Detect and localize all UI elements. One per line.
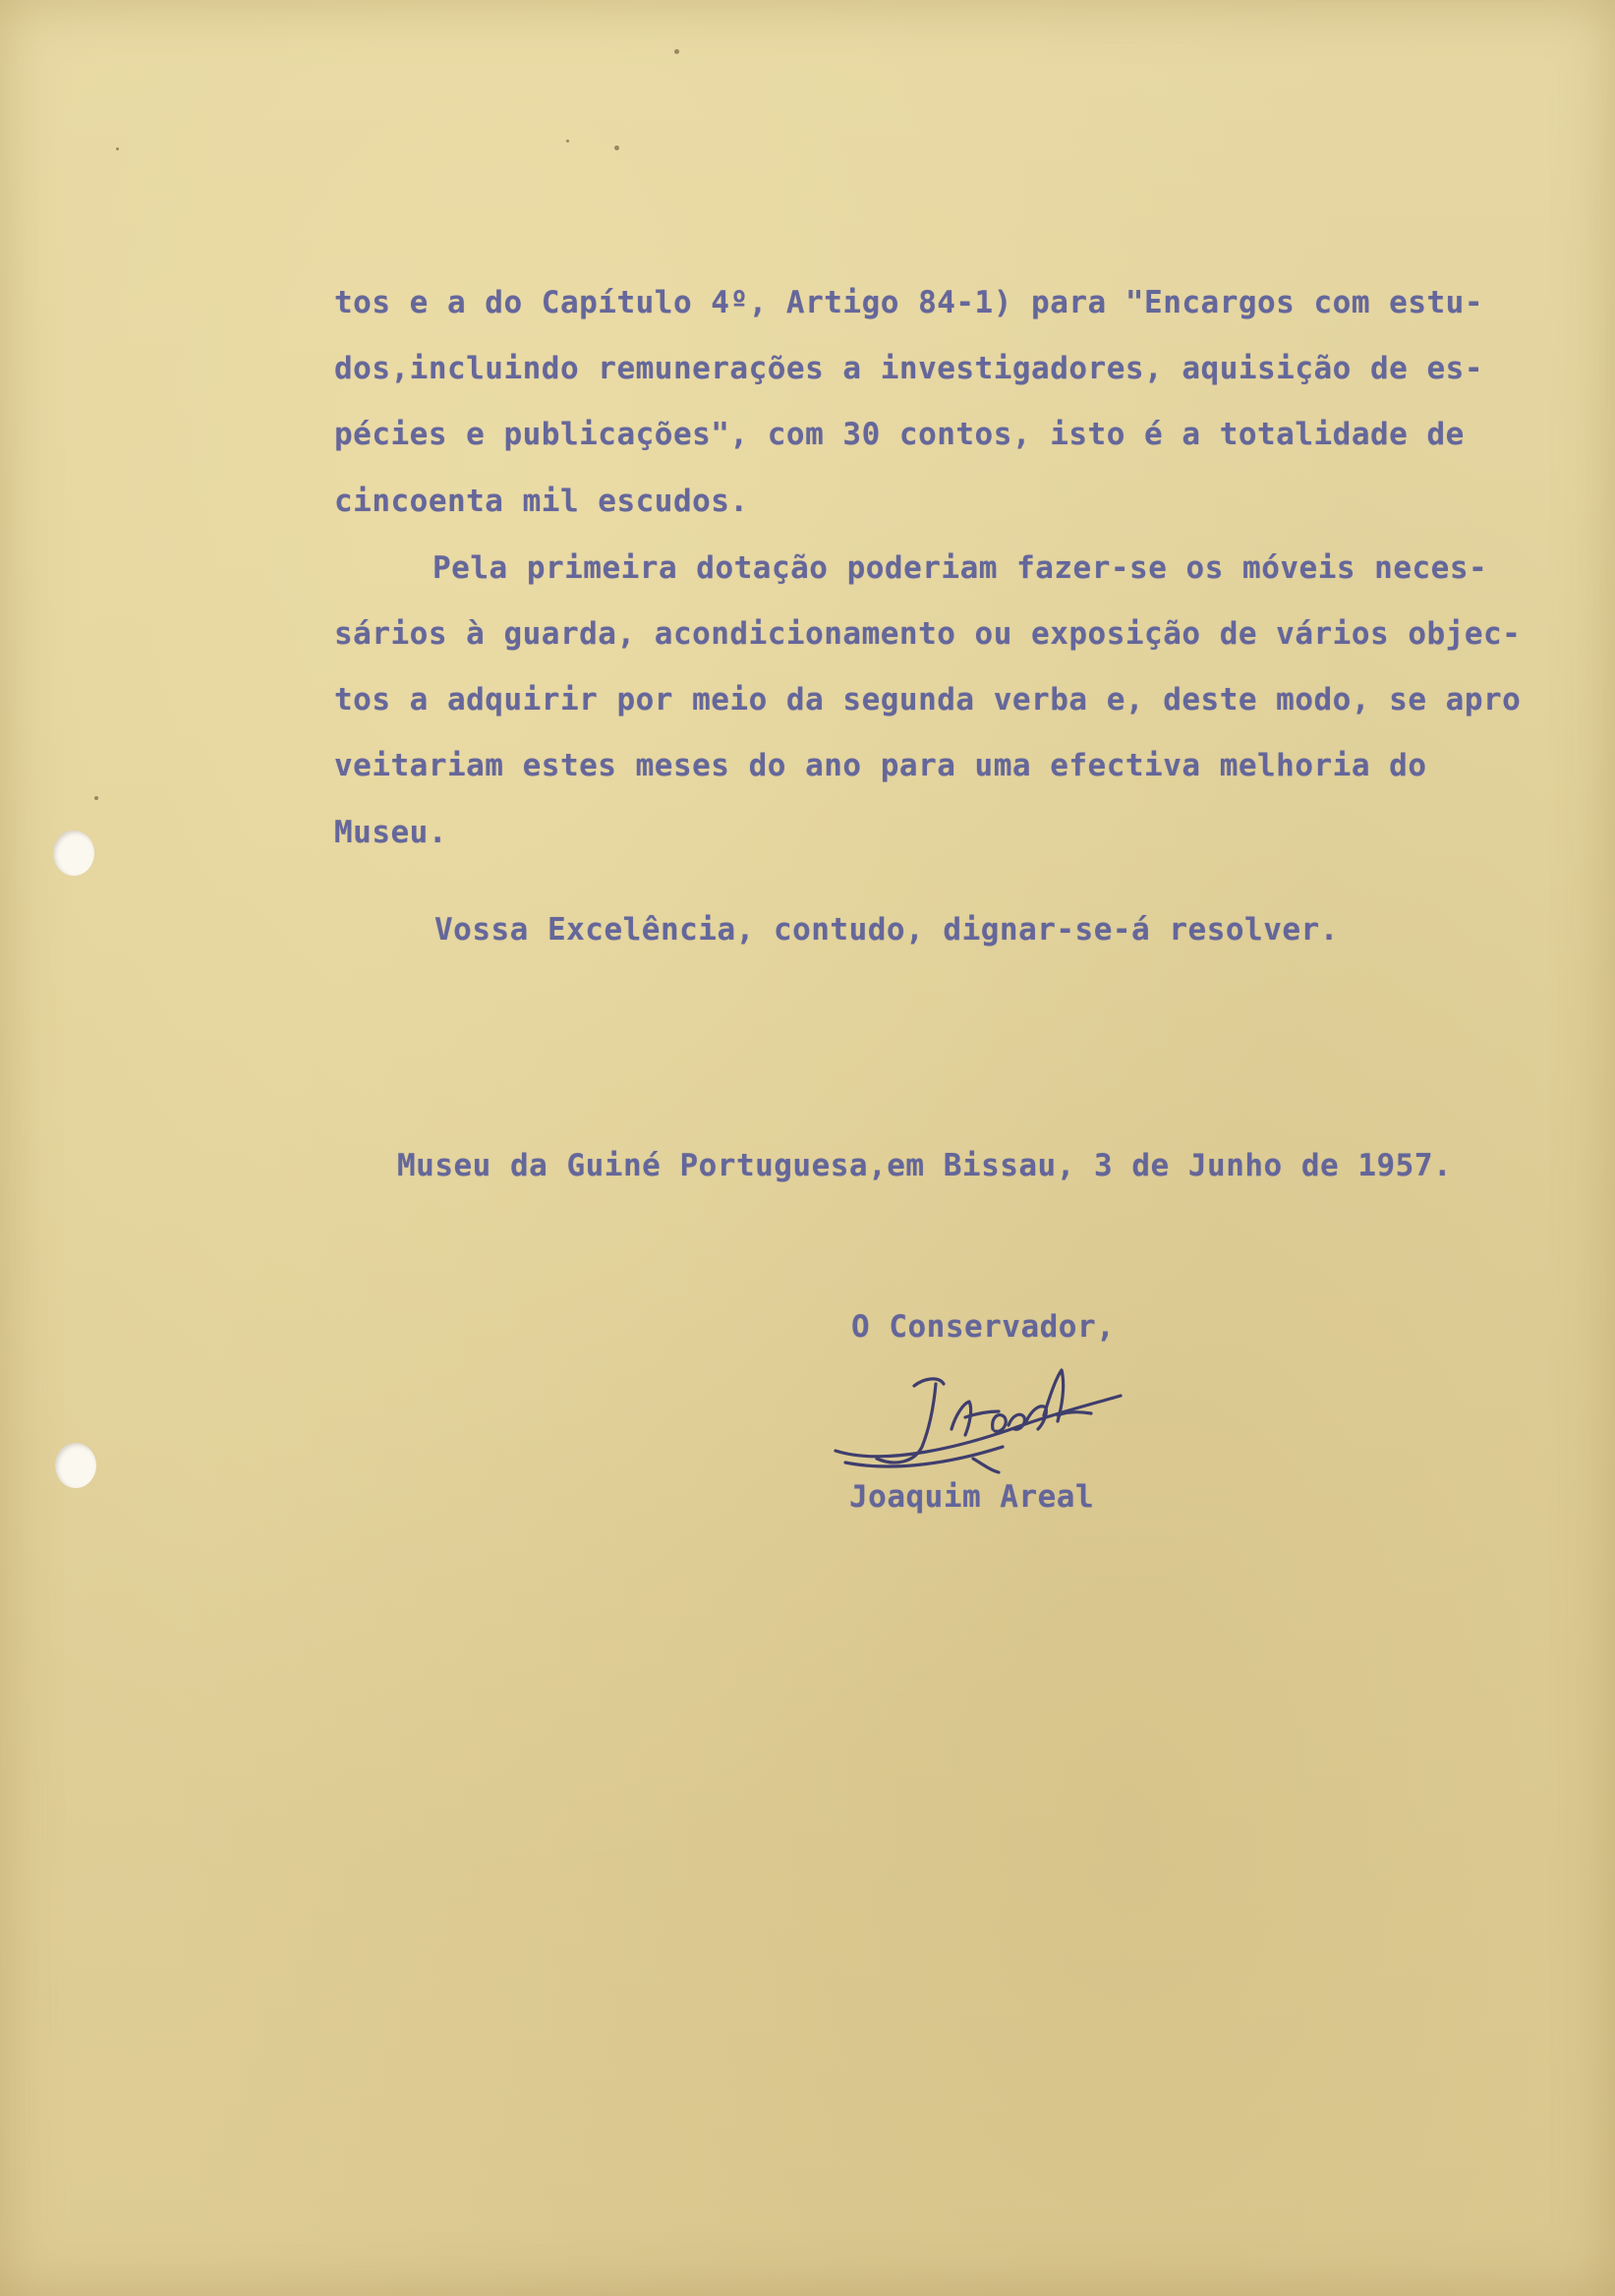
paper-speck xyxy=(116,147,119,150)
body-line-4: cincoenta mil escudos. xyxy=(334,484,749,519)
body-line-3: pécies e publicações", com 30 contos, isto é a totalidade de xyxy=(334,417,1465,452)
paper-speck xyxy=(614,145,619,150)
place-and-date: Museu da Guiné Portuguesa,em Bissau, 3 de Junho de 1957. xyxy=(397,1148,1453,1183)
body-line-7: tos a adquirir por meio da segunda verba e, deste modo, se apro xyxy=(334,682,1522,718)
body-line-8: veitariam estes meses do ano para uma efectiva melhoria do xyxy=(334,748,1427,783)
body-line-2: dos,incluindo remunerações a investigadores, aquisição de es- xyxy=(334,351,1483,386)
closing-title: O Conservador, xyxy=(851,1309,1116,1345)
body-line-5: Pela primeira dotação poderiam fazer-se os móveis neces- xyxy=(433,550,1488,586)
body-line-1: tos e a do Capítulo 4º, Artigo 84-1) para "Encargos com estu- xyxy=(334,285,1483,320)
signatory-name: Joaquim Areal xyxy=(849,1479,1095,1515)
handwritten-signature xyxy=(826,1356,1140,1494)
closing-sentence: Vossa Excelência, contudo, dignar-se-á resolver. xyxy=(434,912,1339,947)
punch-hole-lower xyxy=(55,1443,96,1488)
body-line-9: Museu. xyxy=(334,815,447,850)
paper-speck xyxy=(566,140,569,143)
punch-hole-upper xyxy=(53,831,94,876)
paper-speck xyxy=(94,796,98,800)
body-line-6: sários à guarda, acondicionamento ou exposição de vários objec- xyxy=(334,616,1522,652)
paper-speck xyxy=(674,49,679,54)
